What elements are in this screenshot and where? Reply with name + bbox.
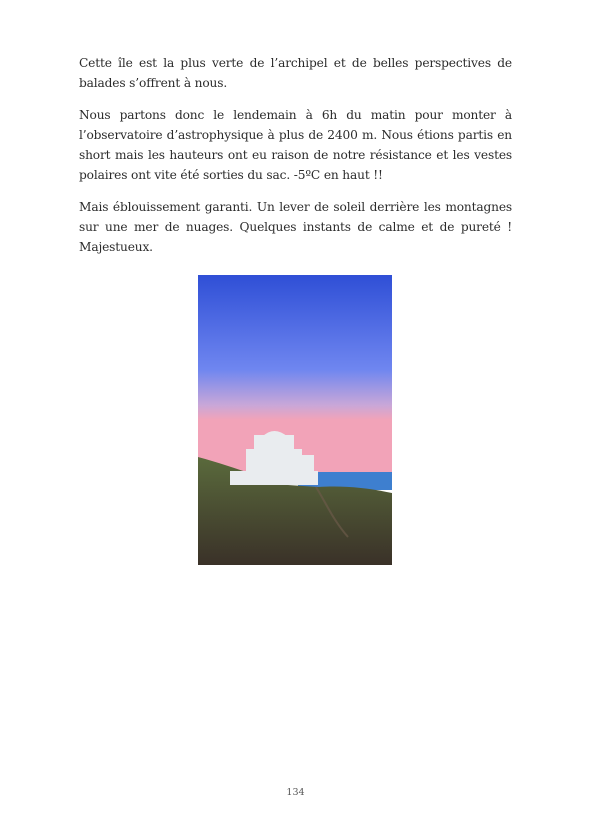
observatory-photo (198, 275, 392, 565)
body-text (79, 53, 512, 269)
paragraph-sunrise: Mais éblouissement garanti. Un lever de soleil derrière les montagnes sur une mer de nuages. Quelques instants de calme et de pureté ! Majestueux. (79, 200, 512, 254)
paragraph-intro: Cette île est la plus verte de l’archipel et de belles perspectives de balades s’offrent à nous. (79, 56, 512, 90)
paragraph-observatory: Nous partons donc le lendemain à 6h du matin pour monter à l’observatoire d’astrophysique à plus de 2400 m. Nous étions partis en short mais les hauteurs ont eu raison de notre résistance et les vestes polaires ont vite été sorties du sac. -5ºC en haut !! (79, 108, 512, 182)
page-number: 134 (286, 787, 305, 798)
